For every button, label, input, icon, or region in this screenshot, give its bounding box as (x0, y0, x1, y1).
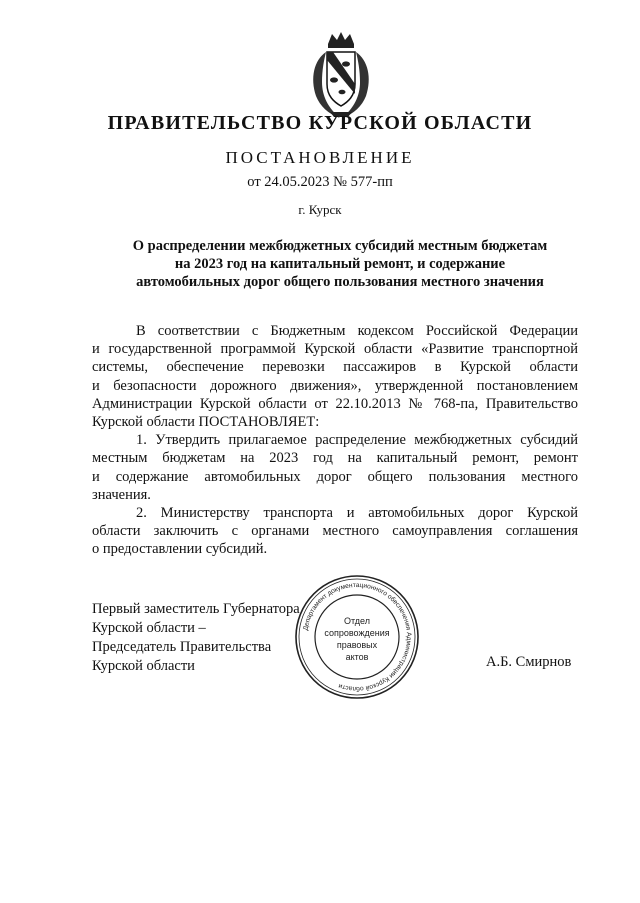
stamp-center-line: сопровождения (324, 628, 390, 638)
signatory-position-line: Курской области (92, 658, 195, 674)
document-body (92, 322, 578, 558)
body-line: В соответствии с Бюджетным кодексом Российской Федерации (136, 323, 578, 339)
body-line: системы, обеспечение перевозки пассажиров в Курской области (92, 359, 578, 376)
signatory-position-line: Первый заместитель Губернатора (92, 601, 300, 617)
stamp-center-line: правовых (336, 640, 378, 650)
document-date-number: от 24.05.2023 № 577-пп (247, 174, 393, 190)
document-type: ПОСТАНОВЛЕНИЕ (225, 148, 415, 167)
subject-line: на 2023 год на капитальный ремонт, и содержание (174, 256, 506, 272)
signatory-name: А.Б. Смирнов (486, 654, 572, 670)
subject-line: О распределении межбюджетных субсидий местным бюджетам (132, 238, 548, 254)
body-line: о предоставлении субсидий. (92, 541, 268, 558)
body-line: Курской области ПОСТАНОВЛЯЕТ: (92, 413, 320, 430)
body-line: 2. Министерству транспорта и автомобильных дорог Курской (136, 504, 578, 521)
body-line: области заключить с органами местного самоуправления соглашения (92, 523, 578, 540)
body-line: и содержание автомобильных дорог общего пользования местного (92, 468, 578, 485)
signatory-position (92, 600, 300, 676)
body-line: Администрации Курской области от 22.10.2013 № 768-па, Правительство (92, 395, 578, 412)
coat-of-arms-icon (306, 30, 376, 120)
signatory-position-line: Председатель Правительства (92, 639, 272, 655)
document-city: г. Курск (298, 202, 342, 217)
body-line: значения. (92, 486, 151, 503)
body-line: и государственной программой Курской области «Развитие транспортной (92, 341, 578, 358)
body-line: 1. Утвердить прилагаемое распределение межбюджетных субсидий (136, 432, 578, 449)
body-line: местным бюджетам на 2023 год на капитальный ремонт, ремонт (92, 450, 578, 467)
official-stamp (292, 572, 422, 702)
stamp-center-line: актов (345, 652, 369, 662)
document-subject (90, 237, 590, 291)
stamp-ring-text: Департамент документационного обеспечения Администрации Курской области (302, 581, 413, 693)
stamp-center-line: Отдел (343, 616, 371, 626)
subject-line: автомобильных дорог общего пользования местного значения (136, 274, 544, 290)
signatory-position-line: Курской области – (92, 620, 206, 636)
body-line: и безопасности дорожного движения», утвержденной постановлением (92, 377, 578, 394)
org-title: ПРАВИТЕЛЬСТВО КУРСКОЙ ОБЛАСТИ (107, 112, 533, 134)
